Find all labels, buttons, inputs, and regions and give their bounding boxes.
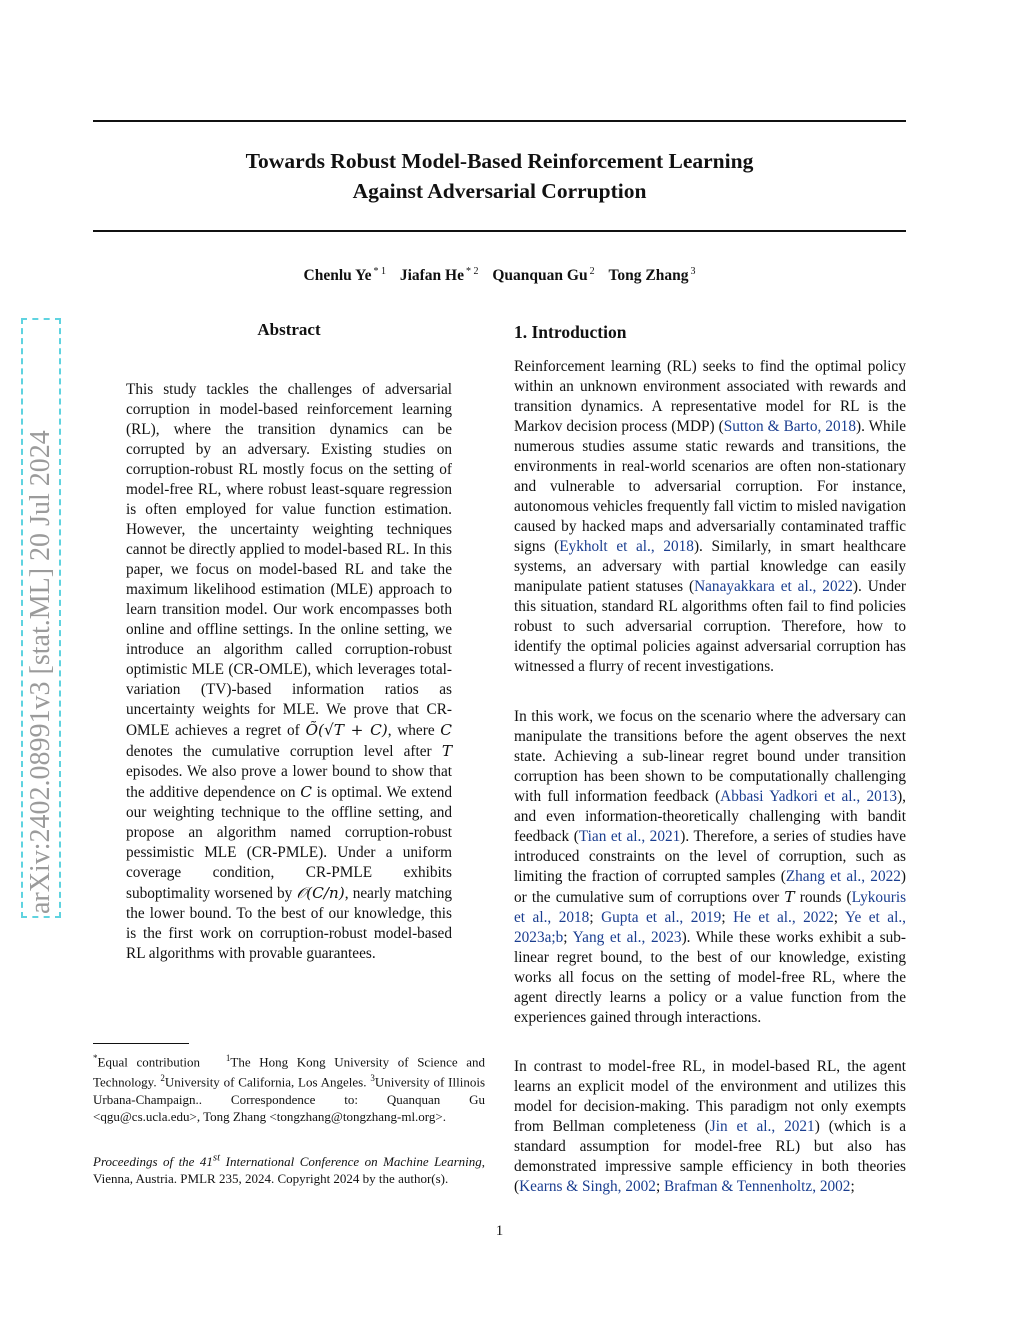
affiliations-footnote: *Equal contribution $^1$The Hong Kong University of Science and Technology. $^2$University of California, Los Angeles. $^3$University of Illinois Urbana-Champaign.. Correspondence to: Quanquan Gu <qgu@cs.ucla.edu>, Tong Zhang <tongzhang@tongzhang-ml.org>.	[93, 1053, 486, 1124]
citation-link[interactable]: Gupta et al., 2019	[601, 909, 722, 926]
top-rule	[93, 120, 906, 122]
citation-link[interactable]: He et al., 2022	[733, 909, 834, 926]
proceedings-note: Proceedings of the 41st International Conference on Machine Learning, Vienna, Austria. PMLR 235, 2024. Copyright 2024 by the author(s).	[93, 1152, 485, 1187]
title-bottom-rule	[93, 230, 906, 232]
abstract-heading: Abstract	[257, 320, 321, 339]
citation-link[interactable]: Eykholt et al., 2018	[559, 538, 694, 555]
paper-title	[93, 146, 906, 206]
abstract-body: This study tackles the challenges of adversarial corruption in model-based reinforcement learning (RL), where the transition dynamics can be corrupted by an adversary. Existing studies on corruption-robust RL mostly focus on the setting of model-free RL, where robust least-square regression is often employed for value function estimation. However, the uncertainty weighting techniques cannot be directly applied to model-based RL. In this paper, we focus on model-based RL and take the maximum likelihood estimation (MLE) approach to learn transition model. Our work encompasses both online and offline settings. In the online setting, we introduce an algorithm called corruption-robust optimistic MLE (CR-OMLE), which leverages total-variation (TV)-based information ratios as uncertainty weights for MLE. We prove that CR-OMLE achieves a regret of Õ(√T + C), where C denotes the cumulative corruption level after T episodes. We also prove a lower bound to show that the additive dependence on C is optimal. We extend our weighting technique to the offline setting, and propose an algorithm named corruption-robust pessimistic MLE (CR-PMLE). Under a uniform coverage condition, CR-PMLE exhibits suboptimality worsened by 𝒪(C/n), nearly matching the lower bound. To the best of our knowledge, this is the first work on corruption-robust model-based RL algorithms with provable guarantees.	[126, 381, 453, 962]
math-symbol: T	[441, 742, 453, 760]
title-line-1: Towards Robust Model-Based Reinforcement Learning	[245, 149, 754, 173]
math-symbol: T	[784, 888, 795, 906]
author-list	[93, 266, 906, 285]
citation-link[interactable]: Zhang et al., 2022	[785, 868, 901, 885]
citation-link[interactable]: Nanayakkara et al., 2022	[694, 578, 853, 595]
intro-paragraph-2: In this work, we focus on the scenario where the adversary can manipulate the transitions before the agent observes the next state. Achieving a sub-linear regret bound under transition corruption has been shown to be computationally challenging with full information feedback (Abbasi Yadkori et al., 2013), and even information-theoretically challenging with bandit feedback (Tian et al., 2021). Therefore, a series of studies have introduced constraints on the level of corruption, such as limiting the fraction of corrupted samples (Zhang et al., 2022) or the cumulative sum of corruptions over T rounds (Lykouris et al., 2018; Gupta et al., 2019; He et al., 2022; Ye et al., 2023a;b; Yang et al., 2023). While these works exhibit a sub-linear regret bound, to the best of our knowledge, existing works all focus on the setting of model-free RL, where the agent directly learns a policy or a value function from the experiences gained through interactions.	[514, 708, 907, 1026]
citation-link[interactable]: Tian et al., 2021	[578, 828, 681, 845]
regret-formula: Õ(√T + C)	[305, 721, 388, 739]
order-formula: 𝒪(C/n)	[296, 884, 345, 902]
arxiv-watermark[interactable]: arXiv:2402.08991v3 [stat.ML] 20 Jul 2024	[21, 318, 61, 918]
page-number: 1	[495, 1223, 504, 1239]
citation-link[interactable]: Jin et al., 2021	[709, 1118, 815, 1135]
intro-paragraph-3: In contrast to model-free RL, in model-based RL, the agent learns an explicit model of the environment and utilizes this model for decision-making. This paradigm not only exempts from Bellman completeness (Jin et al., 2021) (which is a standard assumption for model-free RL) but also has demonstrated impressive sample efficiency in both theories (Kearns & Singh, 2002; Brafman & Tennenholtz, 2002;	[514, 1058, 906, 1195]
citation-link[interactable]: Kearns & Singh, 2002	[519, 1178, 656, 1195]
citation-link[interactable]: Brafman & Tennenholtz, 2002	[664, 1178, 851, 1195]
math-symbol: C	[300, 783, 312, 801]
footnote-rule	[93, 1043, 189, 1044]
author: Quanquan Gu $^2$	[492, 266, 595, 285]
author: Tong Zhang $^3$	[608, 266, 696, 285]
author: Chenlu Ye $^{* 1}$	[303, 266, 386, 285]
citation-link[interactable]: Ye et al., 2023a;b	[514, 909, 906, 946]
math-symbol: C	[440, 721, 452, 739]
citation-link[interactable]: Yang et al., 2023	[572, 929, 682, 946]
citation-link[interactable]: Abbasi Yadkori et al., 2013	[720, 788, 898, 805]
citation-link[interactable]: Sutton & Barto, 2018	[723, 418, 856, 435]
citation-link[interactable]: Lykouris et al., 2018	[514, 889, 907, 926]
section-heading-introduction: 1. Introduction	[514, 322, 627, 342]
author: Jiafan He $^{* 2}$	[399, 266, 479, 285]
intro-paragraph-1: Reinforcement learning (RL) seeks to find the optimal policy within an unknown environment associated with rewards and transition dynamics. A representative model for RL is the Markov decision process (MDP) (Sutton & Barto, 2018). While numerous studies assume static rewards and transitions, the environments in real-world scenarios are often non-stationary and vulnerable to adversarial corruption. For instance, autonomous vehicles frequently fall victim to misled navigation caused by hacked maps and adversarially contaminated traffic signs (Eykholt et al., 2018). Similarly, in smart healthcare systems, an adversary with partial knowledge can easily manipulate patient statuses (Nanayakkara et al., 2022). Under this situation, standard RL algorithms often fail to find policies robust to such adversarial corruption. Therefore, how to identify the optimal policies against adversarial corruption has witnessed a flurry of recent investigations.	[514, 358, 906, 675]
title-line-2: Against Adversarial Corruption	[352, 179, 647, 203]
